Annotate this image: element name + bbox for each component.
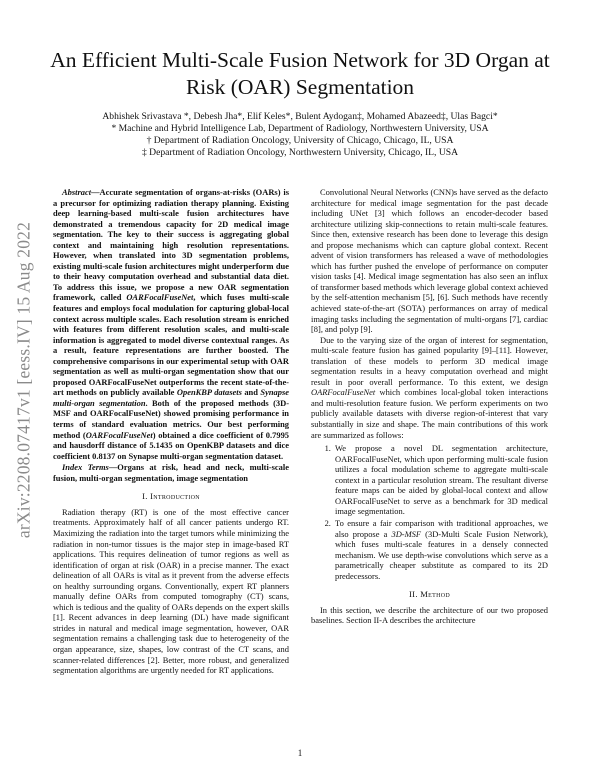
paragraph-text: Due to the varying size of the organ of interest for segmentation, multi-scale feature fusion has gained popularity [9]–[11]. However, translation of these models to perform 3D medical image segmentation results in a heavy computation overhead and might result in poor overall performance. To this extent, we design	[311, 334, 548, 387]
author-names: Abhishek Srivastava *, Debesh Jha*, Elif Keles*, Bulent Aydogan‡, Mohamed Abazeed‡, Ulas Bagci*	[102, 111, 498, 122]
index-terms	[53, 462, 289, 483]
abstract	[53, 187, 289, 461]
affiliation-3: ‡ Department of Radiation Oncology, Northwestern University, Chicago, IL, USA	[141, 146, 459, 158]
intro-paragraph	[311, 335, 548, 440]
method-name: OARFocalFuseNet	[85, 429, 153, 440]
abstract-text: ) obtained a dice coefficient of 0.7995 and hausdorff distance of 5.1435 on OpenKBP datasets and dice coefficient 0.8137 on Synapse multi-organ segmentation dataset.	[53, 429, 290, 461]
author-block	[40, 111, 560, 159]
contributions-list	[311, 443, 548, 581]
abstract-label: Abstract	[62, 187, 92, 197]
index-terms-label: Index Terms	[62, 462, 109, 473]
arxiv-identifier: arXiv:2208.07417v1 [eess.IV] 15 Aug 2022	[13, 221, 34, 539]
list-text: (3D-Multi Scale Fusion Network), which fuses multi-scale features in a densely connected mechanism. We use depth-wise convolutions which serve as a parametrically cheaper substitute as compared to its 2D predecessors.	[335, 528, 548, 581]
affiliation-1: * Machine and Hybrid Intelligence Lab, Department of Radiology, Northwestern University, USA	[111, 122, 489, 134]
method-paragraph: In this section, we describe the architecture of our two proposed baselines. Section II-A describes the architecture	[311, 604, 548, 626]
paper-title: An Efficient Multi-Scale Fusion Network for 3D Organ at Risk (OAR) Segmentation	[50, 48, 550, 99]
dataset-name: OpenKBP datasets	[176, 387, 242, 398]
paragraph-text: which combines local-global token interactions and multi-resolution feature fusion. We perform experiments on two publicly available datasets with diverse region-of-interest that vary substantially in size and shape. The main contributions of this work are summarized as follows:	[311, 387, 548, 440]
method-name: 3D-MSF	[391, 528, 422, 539]
contribution-item	[333, 518, 548, 581]
page-number: 1	[297, 748, 303, 758]
abstract-text: . Both of the proposed methods (3D-MSF and OARFocalFuseNet) showed promising performance in terms of standard evaluation metrics. Our best performing method (	[53, 397, 289, 440]
method-name: OARFocalFuseNet	[311, 387, 376, 398]
list-text: To ensure a fair comparison with traditional approaches, we also propose a	[335, 517, 548, 539]
section-heading-method: II. Method	[409, 589, 450, 600]
abstract-text: and	[241, 387, 261, 398]
affiliation-2: † Department of Radiation Oncology, University of Chicago, Chicago, IL, USA	[146, 134, 454, 146]
method-name: OARFocalFuseNet	[126, 292, 194, 303]
right-column	[311, 187, 548, 626]
intro-paragraph: Radiation therapy (RT) is one of the most effective cancer treatments. Approximately half of all cancer patients undergo RT. Maximizing the radiation into the target tumors while minimizing the radiation in non-tumor tissues is the major step in image-based RT applications. This requires delineation of tumor regions as well as identification of organ at risk (OAR) in a precise manner. The exact delineation of all OARs is vital as it prevent from the adverse effects on healthy surrounding organs. Conventionally, expert RT planners manually define OARs from computed tomography (CT) scans, which is tedious and the quality of OARs depends on the expert skills [1]. Recent advances in deep learning (DL) have made significant strides in natural and medical image segmentation, however, OAR segmentation remains a challenging task due to heterogeneity of the organ appearance, size, shapes, low contrast of the CT scans, and scanner-related differences [2]. Better, more robust, and generalized segmentation algorithms are urgently needed for RT applications.	[53, 506, 289, 676]
intro-paragraph: Convolutional Neural Networks (CNN)s have served as the defacto architecture for medical image segmentation for the past decade including UNet [3] which follows an encoder-decoder based architecture utilizing skip-connections to retain multi-scale features. Since then, extensive research has been done to leverage this design and propose mechanisms which can capture global context. Recent advent of vision transformers has released a wave of methodologies which has further pushed the envelope of performance on computer vision tasks [4]. Medical image segmentation has also seen an influx of transformer based methods which leverage global context achieved by the self-attention mechanism [5], [6]. Such methods have recently achieved state-of-the-art (SOTA) performances on array of medical imaging tasks including the segmentation of multi-organs [7], cardiac [8], and polyp [9].	[311, 187, 548, 335]
left-column	[53, 187, 289, 676]
abstract-text: , which fuses multi-scale features and employs focal modulation for capturing global-local context across multiple scales. Each resolution stream is enriched with features from different resolution scales, and multi-scale information is aggregated to model diverse contextual ranges. As a result, feature representations are further boosted. The comprehensive comparisons in our experimental setup with OAR segmentation as well as multi-organ segmentation show that our proposed OARFocalFuseNet outperforms the recent state-of-the-art methods on publicly available	[53, 292, 290, 398]
abstract-text: —Accurate segmentation of organs-at-risks (OARs) is a precursor for optimizing radiation therapy planning. Existing deep learning-based multi-scale fusion architectures have demonstrated a tremendous capacity for 2D medical image segmentation. The key to their success is aggregating global context and maintaining high resolution representations. However, when translated into 3D segmentation problems, existing multi-scale fusion architectures might underperform due to their heavy computation overhead and substantial data diet. To address this issue, we propose a new OAR segmentation framework, called	[53, 187, 289, 303]
dataset-name: Synapse multi-organ segmentation	[53, 387, 289, 408]
arxiv-stamp	[10, 195, 38, 565]
section-heading-introduction: I. Introduction	[142, 491, 200, 502]
contribution-item: 1. We propose a novel DL segmentation architecture, OARFocalFuseNet, which upon performing multi-scale fusion utilizes a focal modulation scheme to aggregate multi-scale context in a particular resolution stream. The resultant diverse feature maps can be aided by global-local context and allow OARFocalFuseNet to serve as a benchmark for 3D medical image segmentation.	[333, 443, 548, 517]
index-terms-text: —Organs at risk, head and neck, multi-scale fusion, multi-organ segmentation, image segmentation	[53, 462, 289, 483]
